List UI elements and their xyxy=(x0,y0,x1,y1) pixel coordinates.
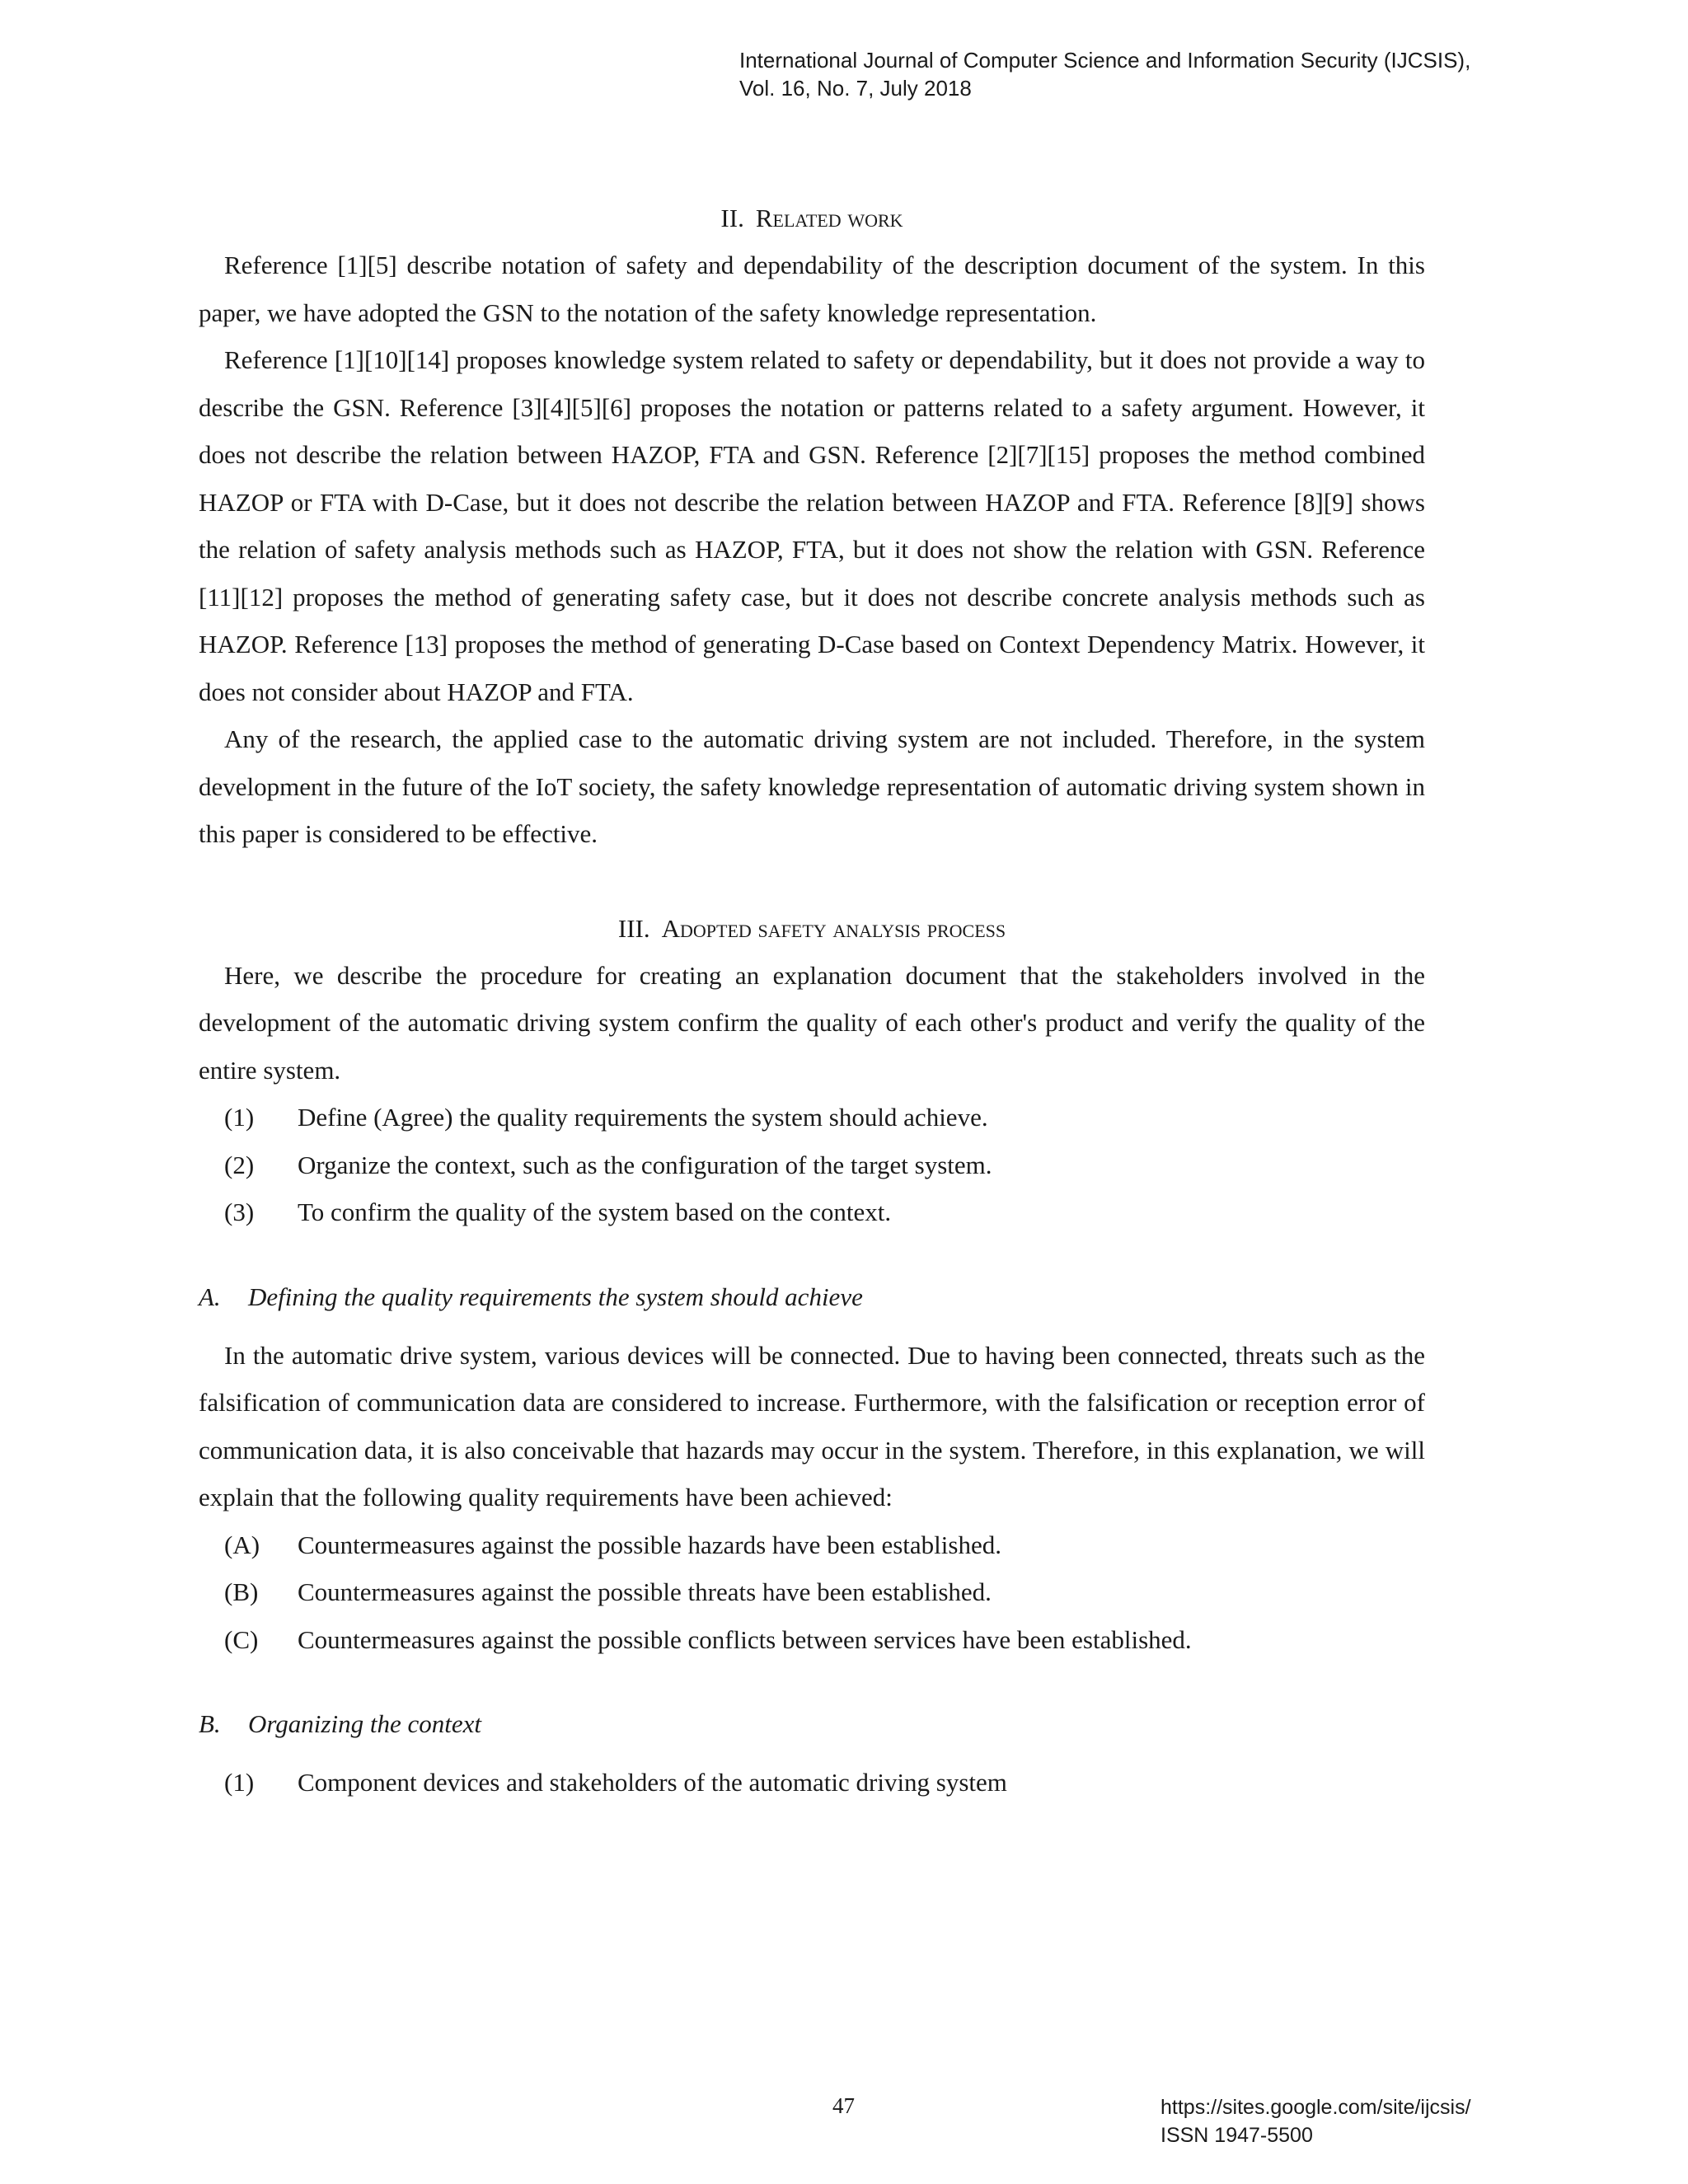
list-number: (1) xyxy=(224,1103,255,1132)
paragraph: Reference [1][5] describe notation of safety and dependability of the description document of the system. In this paper, we have adopted the GSN to the notation of the safety knowledge representation. xyxy=(199,251,1425,327)
subsection-letter: A. xyxy=(199,1282,221,1311)
list-text: Countermeasures against the possible threats have been established. xyxy=(298,1577,992,1606)
journal-volume: Vol. 16, No. 7, July 2018 xyxy=(739,76,972,101)
list-number: (B) xyxy=(224,1577,259,1606)
paragraph: Reference [1][10][14] proposes knowledge system related to safety or dependability, but it does not provide a way to describe the GSN. Reference [3][4][5][6] proposes the notation or patterns related to a safety argument. However, it does not describe the relation between HAZOP, FTA and GSN. Reference [2][7][15] proposes the method combined HAZOP or FTA with D-Case, but it does not describe the relation between HAZOP and FTA. Reference [8][9] shows the relation of safety analysis methods such as HAZOP, FTA, but it does not show the relation with GSN. Reference [11][12] proposes the method of generating safety case, but it does not describe concrete analysis methods such as HAZOP. Reference [13] proposes the method of generating D-Case based on Context Dependency Matrix. However, it does not consider about HAZOP and FTA. xyxy=(199,345,1425,706)
subsection-title: Organizing the context xyxy=(248,1709,481,1738)
list-item xyxy=(199,1759,1425,1807)
list-item xyxy=(199,1616,1425,1664)
page-content xyxy=(199,194,1425,1807)
journal-header xyxy=(739,46,1470,102)
list-number: (C) xyxy=(224,1624,259,1654)
list-number: (3) xyxy=(224,1197,255,1226)
list-text: Countermeasures against the possible conflicts between services have been established. xyxy=(298,1624,1192,1654)
section-number: III. xyxy=(617,913,650,943)
paragraph: In the automatic drive system, various devices will be connected. Due to having been connected, threats such as the falsification of communication data are considered to increase. Furthermore, with the falsification or reception error of communication data, it is also conceivable that hazards may occur in the system. Therefore, in this explanation, we will explain that the following quality requirements have been achieved: xyxy=(199,1340,1425,1511)
journal-issn: ISSN 1947-5500 xyxy=(1160,2124,1313,2147)
journal-title: International Journal of Computer Science and Information Security (IJCSIS), xyxy=(739,48,1471,73)
section-heading-adopted-process xyxy=(199,905,1425,952)
list-text: Organize the context, such as the configuration of the target system. xyxy=(298,1150,992,1179)
page-number: 47 xyxy=(832,2093,855,2118)
subsection-heading-a xyxy=(199,1273,1425,1320)
section-number: II. xyxy=(720,204,744,232)
list-number: (A) xyxy=(224,1530,260,1559)
list-number: (1) xyxy=(224,1768,255,1797)
list-text: Component devices and stakeholders of the automatic driving system xyxy=(298,1768,1007,1797)
list-item xyxy=(199,1141,1425,1189)
list-item xyxy=(199,1521,1425,1569)
list-text: To confirm the quality of the system based on the context. xyxy=(298,1197,892,1226)
list-number: (2) xyxy=(224,1150,255,1179)
journal-footer xyxy=(1160,2093,1471,2149)
list-item xyxy=(199,1094,1425,1141)
subsection-heading-b xyxy=(199,1700,1425,1747)
section-title: Adopted safety analysis process xyxy=(661,913,1006,943)
section-heading-related-work xyxy=(199,194,1425,241)
list-text: Define (Agree) the quality requirements the system should achieve. xyxy=(298,1103,988,1132)
list-item xyxy=(199,1568,1425,1616)
section-title: Related work xyxy=(755,204,903,232)
journal-url: https://sites.google.com/site/ijcsis/ xyxy=(1160,2096,1471,2119)
list-text: Countermeasures against the possible hazards have been established. xyxy=(298,1530,1001,1559)
paragraph: Here, we describe the procedure for creating an explanation document that the stakeholders involved in the development of the automatic driving system confirm the quality of each other's product and verify the quality of the entire system. xyxy=(199,960,1425,1085)
subsection-letter: B. xyxy=(199,1709,221,1738)
subsection-title: Defining the quality requirements the system should achieve xyxy=(248,1282,863,1311)
paragraph: Any of the research, the applied case to the automatic driving system are not included. Therefore, in the system development in the future of the IoT society, the safety knowledge representation of automatic driving system shown in this paper is considered to be effective. xyxy=(199,724,1425,848)
list-item xyxy=(199,1188,1425,1236)
